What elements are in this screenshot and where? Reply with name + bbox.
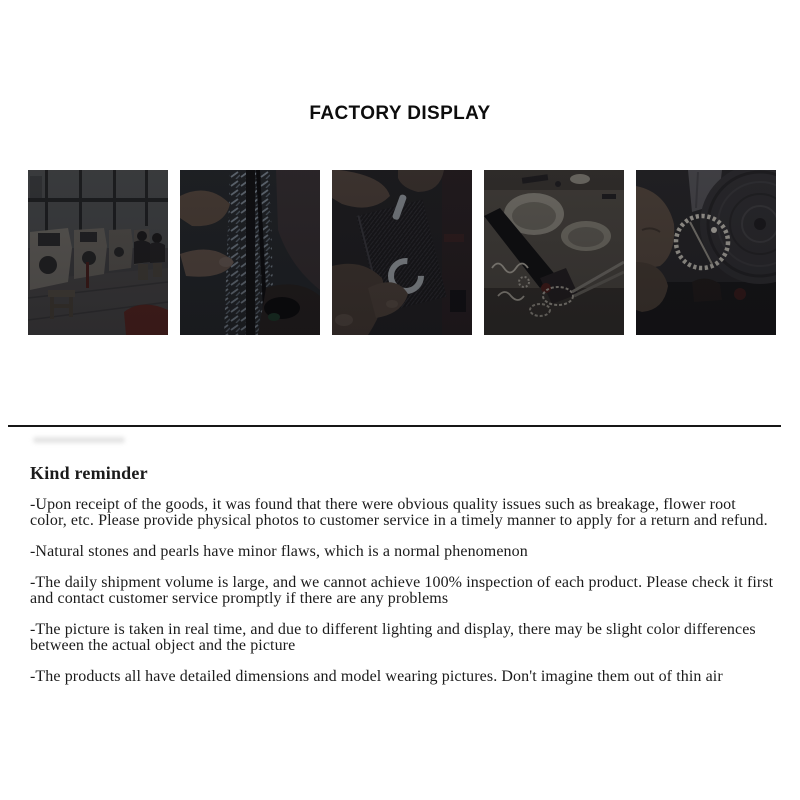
factory-photo-casting-tree: [180, 170, 320, 335]
reminder-paragraph-inspection: -The daily shipment volume is large, and we cannot achieve 100% inspection of each product. Please check it first and contact customer service promptly if there are any problems: [30, 573, 774, 607]
reminder-paragraph-color: -The picture is taken in real time, and due to different lighting and display, there may be slight color differences between the actual object and the picture: [30, 620, 756, 654]
section-divider-line: [8, 425, 781, 427]
ring-filing-photo-image: [332, 170, 472, 335]
reminder-paragraph-dimensions: -The products all have detailed dimensions and model wearing pictures. Don't imagine them out of thin air: [30, 667, 723, 685]
factory-photo-workbench: [484, 170, 624, 335]
workbench-photo-image: [484, 170, 624, 335]
factory-photo-workshop: [28, 170, 168, 335]
page-title: FACTORY DISPLAY: [309, 103, 491, 124]
workshop-photo-image: [28, 170, 168, 335]
casting-tree-photo-image: [180, 170, 320, 335]
kind-reminder-section: [30, 463, 774, 700]
factory-photo-strip: [28, 170, 776, 335]
factory-photo-polishing: [636, 170, 776, 335]
reminder-heading: Kind reminder: [30, 463, 148, 483]
polishing-photo-image: [636, 170, 776, 335]
factory-photo-ring-filing: [332, 170, 472, 335]
faint-print-smudge: [33, 437, 125, 443]
reminder-paragraph-flaws: -Natural stones and pearls have minor flaws, which is a normal phenomenon: [30, 542, 528, 560]
reminder-paragraph-returns: -Upon receipt of the goods, it was found that there were obvious quality issues such as breakage, flower root color, etc. Please provide physical photos to customer service in a timely manner to apply for a return and refund.: [30, 495, 768, 529]
